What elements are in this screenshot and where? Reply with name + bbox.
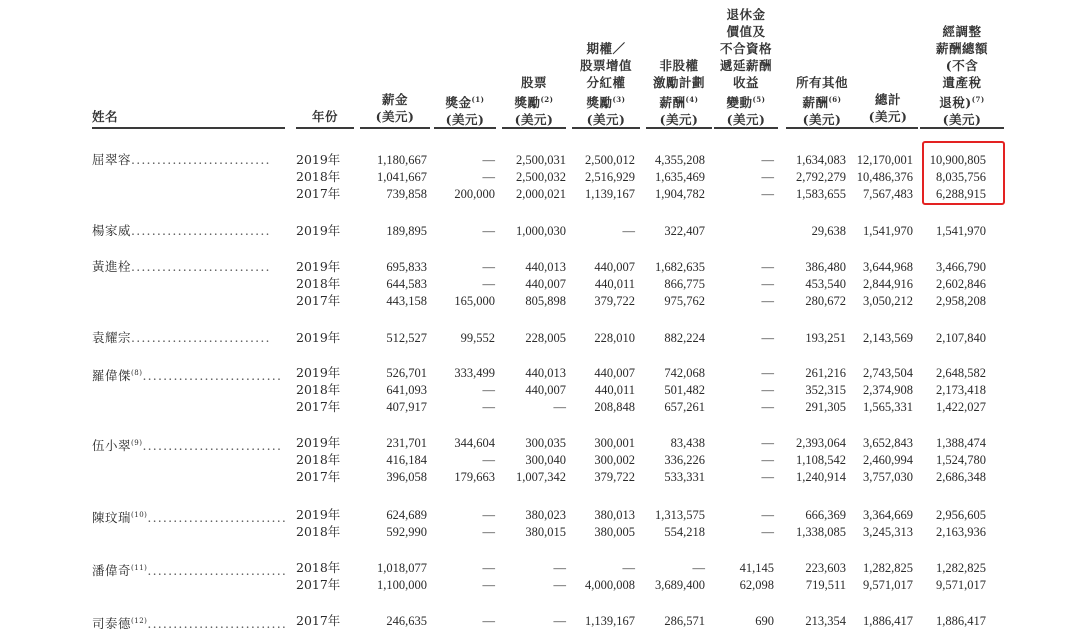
table-cell: 4,000,008 <box>585 578 635 592</box>
leader-dots: ........................... <box>142 368 283 384</box>
header-rule <box>572 127 640 129</box>
table-cell: 805,898 <box>525 294 566 308</box>
header-salary <box>360 91 430 125</box>
table-cell: 380,023 <box>525 508 566 522</box>
table-cell: — <box>482 383 495 397</box>
table-cell: — <box>761 525 774 539</box>
leader-dots: ........................... <box>142 438 283 454</box>
table-cell: 2,000,021 <box>516 187 566 201</box>
table-cell: 3,689,400 <box>655 578 705 592</box>
table-cell: 440,007 <box>525 383 566 397</box>
table-cell: 690 <box>755 614 774 628</box>
table-cell: 1,139,167 <box>585 187 635 201</box>
table-cell: — <box>761 470 774 484</box>
header-nonequity <box>646 57 712 128</box>
table-cell: 666,369 <box>805 508 846 522</box>
table-cell: 231,701 <box>386 436 427 450</box>
table-cell: 300,040 <box>525 453 566 467</box>
table-cell: 1,108,542 <box>796 453 846 467</box>
person-name-text: 黃進栓 <box>92 260 132 274</box>
table-cell: 2,792,279 <box>796 170 846 184</box>
row-year: 2019年 <box>296 330 341 345</box>
table-cell: 179,663 <box>454 470 495 484</box>
header-rule <box>646 127 712 129</box>
table-cell: — <box>482 277 495 291</box>
header-stock <box>502 74 566 128</box>
table-cell: 1,583,655 <box>796 187 846 201</box>
table-cell: 300,001 <box>594 436 635 450</box>
header-rule <box>92 127 285 129</box>
table-cell: 280,672 <box>805 294 846 308</box>
row-year: 2017年 <box>296 577 341 592</box>
person-name <box>92 561 287 578</box>
person-name-text: 屈翠容 <box>92 153 132 167</box>
table-cell: 3,757,030 <box>863 470 913 484</box>
table-cell: 739,858 <box>386 187 427 201</box>
table-cell: 1,007,342 <box>516 470 566 484</box>
table-cell: 1,422,027 <box>936 400 986 414</box>
highlight-box <box>922 141 1005 205</box>
table-cell: — <box>553 561 566 575</box>
table-cell: 1,338,085 <box>796 525 846 539</box>
table-cell: 1,282,825 <box>936 561 986 575</box>
header-stock-label: 股票 獎勵$^{(2)}$ (美元) <box>514 75 554 128</box>
person-name-text: 陳玟瑞 <box>92 510 132 526</box>
table-cell: 440,011 <box>594 277 635 291</box>
row-year: 2018年 <box>296 560 341 575</box>
row-year: 2017年 <box>296 613 341 628</box>
table-cell: 407,917 <box>386 400 427 414</box>
table-cell: 228,005 <box>525 331 566 345</box>
person-name <box>92 366 287 383</box>
table-cell: 208,848 <box>594 400 635 414</box>
header-bonus <box>434 91 496 128</box>
table-cell: 2,500,031 <box>516 153 566 167</box>
table-cell: 7,567,483 <box>863 187 913 201</box>
leader-dots: ........................... <box>131 153 271 167</box>
row-year: 2017年 <box>296 469 341 484</box>
table-cell: — <box>482 525 495 539</box>
table-cell: 291,305 <box>805 400 846 414</box>
table-cell: 2,956,605 <box>936 508 986 522</box>
table-cell: 1,541,970 <box>863 224 913 238</box>
table-cell: 336,226 <box>664 453 705 467</box>
table-cell: 352,315 <box>805 383 846 397</box>
row-year: 2017年 <box>296 186 341 201</box>
table-cell: 1,388,474 <box>936 436 986 450</box>
row-year: 2018年 <box>296 382 341 397</box>
header-option-label: 期權／ 股票增值 分紅權 獎勵$^{(3)}$ (美元) <box>579 41 632 128</box>
table-cell: 533,331 <box>664 470 705 484</box>
table-cell: 6,288,915 <box>936 187 986 201</box>
table-cell: 12,170,001 <box>856 153 913 167</box>
table-cell: 2,743,504 <box>863 366 913 380</box>
table-cell: 641,093 <box>386 383 427 397</box>
table-cell: 9,571,017 <box>863 578 913 592</box>
header-adjusted-label: 經調整 薪酬總額 (不含 遺產稅 退稅)$^{(7)}$ (美元) <box>935 24 988 128</box>
table-cell: — <box>761 294 774 308</box>
person-name-text: 潘偉奇 <box>92 563 132 579</box>
table-cell: — <box>761 508 774 522</box>
table-cell: 2,500,032 <box>516 170 566 184</box>
row-year: 2018年 <box>296 169 341 184</box>
header-bonus-footnote: (1) <box>471 95 485 104</box>
person-name <box>92 153 287 167</box>
table-cell: 10,900,805 <box>929 153 986 167</box>
table-cell: 882,224 <box>664 331 705 345</box>
header-adjusted <box>920 23 1004 128</box>
table-cell: 2,648,582 <box>936 366 986 380</box>
table-cell: 41,145 <box>739 561 774 575</box>
header-year <box>296 108 354 125</box>
row-year: 2019年 <box>296 152 341 167</box>
header-pension <box>714 6 778 128</box>
header-option <box>572 40 640 128</box>
table-cell: — <box>482 153 495 167</box>
table-cell: 975,762 <box>664 294 705 308</box>
table-cell: 453,540 <box>805 277 846 291</box>
table-cell: — <box>761 453 774 467</box>
table-cell: 440,007 <box>525 277 566 291</box>
table-cell: 379,722 <box>594 294 635 308</box>
table-cell: 440,007 <box>594 260 635 274</box>
header-rule <box>786 127 858 129</box>
table-cell: 379,722 <box>594 470 635 484</box>
table-cell: 165,000 <box>454 294 495 308</box>
person-footnote: (11) <box>131 564 148 572</box>
table-cell: 440,007 <box>594 366 635 380</box>
table-cell: — <box>761 400 774 414</box>
table-cell: 1,635,469 <box>655 170 705 184</box>
table-cell: 512,527 <box>386 331 427 345</box>
header-year-label: 年份 <box>311 109 338 124</box>
table-cell: 1,886,417 <box>863 614 913 628</box>
table-cell: 443,158 <box>386 294 427 308</box>
table-cell: 193,251 <box>805 331 846 345</box>
header-other-footnote: (6) <box>828 95 842 104</box>
table-cell: 440,013 <box>525 260 566 274</box>
person-footnote: (12) <box>131 617 148 625</box>
table-cell: 322,407 <box>664 224 705 238</box>
header-rule <box>858 127 918 129</box>
table-cell: — <box>761 187 774 201</box>
table-cell: 3,050,212 <box>863 294 913 308</box>
header-rule <box>714 127 778 129</box>
table-cell: — <box>482 453 495 467</box>
table-cell: 657,261 <box>664 400 705 414</box>
table-cell: — <box>761 383 774 397</box>
header-total-label: 總計 (美元) <box>868 92 908 124</box>
table-cell: 246,635 <box>386 614 427 628</box>
leader-dots: ........................... <box>147 510 287 526</box>
table-cell: 228,010 <box>594 331 635 345</box>
person-name-text: 羅偉傑 <box>92 368 132 384</box>
table-cell: 200,000 <box>454 187 495 201</box>
header-stock-footnote: (2) <box>540 95 554 104</box>
table-cell: — <box>761 277 774 291</box>
table-cell: 719,511 <box>805 578 846 592</box>
person-footnote: (10) <box>131 511 148 519</box>
leader-dots: ........................... <box>147 616 287 632</box>
table-cell: 4,355,208 <box>655 153 705 167</box>
table-cell: — <box>482 170 495 184</box>
person-name-text: 司泰德 <box>92 616 132 632</box>
table-cell: — <box>553 578 566 592</box>
table-cell: 300,035 <box>525 436 566 450</box>
table-cell: 62,098 <box>739 578 774 592</box>
header-rule <box>920 127 1004 129</box>
table-cell: 1,041,667 <box>377 170 427 184</box>
table-cell: 2,686,348 <box>936 470 986 484</box>
person-name <box>92 614 287 631</box>
row-year: 2019年 <box>296 259 341 274</box>
table-cell: 1,018,077 <box>377 561 427 575</box>
table-cell: 1,541,970 <box>936 224 986 238</box>
header-rule <box>502 127 566 129</box>
table-cell: 1,100,000 <box>377 578 427 592</box>
table-cell: — <box>622 561 635 575</box>
header-rule <box>434 127 496 129</box>
person-name-text: 楊家威 <box>92 224 132 238</box>
table-cell: — <box>482 578 495 592</box>
table-cell: 2,143,569 <box>863 331 913 345</box>
table-cell: 2,460,994 <box>863 453 913 467</box>
table-cell: 2,107,840 <box>936 331 986 345</box>
table-cell: — <box>692 561 705 575</box>
leader-dots: ........................... <box>131 260 271 274</box>
table-cell: 3,245,313 <box>863 525 913 539</box>
person-footnote: (8) <box>131 369 143 377</box>
table-cell: — <box>482 614 495 628</box>
leader-dots: ........................... <box>131 331 271 345</box>
table-cell: 333,499 <box>454 366 495 380</box>
table-cell: 380,005 <box>594 525 635 539</box>
table-cell: 2,958,208 <box>936 294 986 308</box>
table-cell: 2,163,936 <box>936 525 986 539</box>
table-cell: 1,524,780 <box>936 453 986 467</box>
table-cell: 344,604 <box>454 436 495 450</box>
table-cell: 2,602,846 <box>936 277 986 291</box>
table-cell: — <box>761 366 774 380</box>
table-cell: 396,058 <box>386 470 427 484</box>
table-cell: 386,480 <box>805 260 846 274</box>
table-cell: 440,013 <box>525 366 566 380</box>
table-cell: — <box>761 153 774 167</box>
table-cell: — <box>761 260 774 274</box>
row-year: 2019年 <box>296 507 341 522</box>
table-cell: 695,833 <box>386 260 427 274</box>
table-cell: 261,216 <box>805 366 846 380</box>
table-cell: — <box>761 436 774 450</box>
table-cell: 866,775 <box>664 277 705 291</box>
table-cell: 99,552 <box>460 331 495 345</box>
person-name-text: 袁耀宗 <box>92 331 132 345</box>
table-cell: 213,354 <box>805 614 846 628</box>
person-name-text: 伍小翠 <box>92 438 132 454</box>
leader-dots: ........................... <box>147 563 287 579</box>
row-year: 2019年 <box>296 223 341 238</box>
row-year: 2018年 <box>296 276 341 291</box>
table-cell: — <box>553 614 566 628</box>
header-name <box>92 108 132 125</box>
table-cell: 440,011 <box>594 383 635 397</box>
person-name <box>92 508 287 525</box>
person-name <box>92 224 287 238</box>
header-pension-footnote: (5) <box>752 95 766 104</box>
header-adjusted-footnote: (7) <box>971 95 985 104</box>
table-cell: 1,313,575 <box>655 508 705 522</box>
header-nonequity-footnote: (4) <box>685 95 699 104</box>
header-bonus-label: 獎金$^{(1)}$ (美元) <box>445 95 485 128</box>
table-cell: 1,139,167 <box>585 614 635 628</box>
table-cell: 1,000,030 <box>516 224 566 238</box>
table-cell: 29,638 <box>811 224 846 238</box>
header-name-label: 姓名 <box>92 109 119 124</box>
table-cell: — <box>622 224 635 238</box>
table-cell: — <box>761 331 774 345</box>
header-option-footnote: (3) <box>612 95 626 104</box>
table-cell: 380,015 <box>525 525 566 539</box>
header-total <box>858 91 918 125</box>
table-cell: 300,002 <box>594 453 635 467</box>
table-cell: 742,068 <box>664 366 705 380</box>
row-year: 2018年 <box>296 452 341 467</box>
header-rule <box>360 127 430 129</box>
person-footnote: (9) <box>131 439 143 447</box>
header-nonequity-label: 非股權 激勵計劃 薪酬$^{(4)}$ (美元) <box>652 58 705 128</box>
header-rule <box>296 127 354 129</box>
header-other-label: 所有其他 薪酬$^{(6)}$ (美元) <box>795 75 848 128</box>
table-cell: 1,565,331 <box>863 400 913 414</box>
person-name <box>92 331 287 345</box>
person-name <box>92 260 287 274</box>
leader-dots: ........................... <box>131 224 271 238</box>
table-cell: 624,689 <box>386 508 427 522</box>
row-year: 2018年 <box>296 524 341 539</box>
row-year: 2017年 <box>296 399 341 414</box>
row-year: 2019年 <box>296 435 341 450</box>
table-cell: 3,466,790 <box>936 260 986 274</box>
table-cell: 2,173,418 <box>936 383 986 397</box>
table-cell: 2,393,064 <box>796 436 846 450</box>
table-cell: 3,652,843 <box>863 436 913 450</box>
table-cell: 501,482 <box>664 383 705 397</box>
table-cell: 3,644,968 <box>863 260 913 274</box>
table-cell: 83,438 <box>670 436 705 450</box>
table-cell: 1,282,825 <box>863 561 913 575</box>
table-cell: — <box>482 260 495 274</box>
table-cell: 416,184 <box>386 453 427 467</box>
table-cell: 1,682,635 <box>655 260 705 274</box>
table-cell: 286,571 <box>664 614 705 628</box>
table-cell: 223,603 <box>805 561 846 575</box>
person-name <box>92 436 287 453</box>
header-other <box>786 74 858 128</box>
row-year: 2017年 <box>296 293 341 308</box>
row-year: 2019年 <box>296 365 341 380</box>
table-cell: — <box>482 400 495 414</box>
header-salary-label: 薪金 (美元) <box>375 92 415 124</box>
table-cell: 2,516,929 <box>585 170 635 184</box>
table-cell: — <box>761 170 774 184</box>
table-cell: 1,904,782 <box>655 187 705 201</box>
table-cell: 554,218 <box>664 525 705 539</box>
table-cell: 526,701 <box>386 366 427 380</box>
table-cell: 2,374,908 <box>863 383 913 397</box>
table-cell: 1,180,667 <box>377 153 427 167</box>
table-cell: — <box>482 508 495 522</box>
table-cell: 8,035,756 <box>936 170 986 184</box>
table-cell: 380,013 <box>594 508 635 522</box>
table-cell: — <box>553 400 566 414</box>
table-cell: 1,634,083 <box>796 153 846 167</box>
table-cell: 644,583 <box>386 277 427 291</box>
table-cell: — <box>482 561 495 575</box>
table-cell: — <box>482 224 495 238</box>
table-cell: 1,886,417 <box>936 614 986 628</box>
header-pension-label: 退休金 價值及 不合資格 遞延薪酬 收益 變動$^{(5)}$ (美元) <box>719 7 772 128</box>
table-cell: 3,364,669 <box>863 508 913 522</box>
table-cell: 2,500,012 <box>585 153 635 167</box>
table-cell: 2,844,916 <box>863 277 913 291</box>
table-cell: 189,895 <box>386 224 427 238</box>
table-cell: 1,240,914 <box>796 470 846 484</box>
table-cell: 10,486,376 <box>856 170 913 184</box>
table-cell: 9,571,017 <box>936 578 986 592</box>
table-cell: 592,990 <box>386 525 427 539</box>
